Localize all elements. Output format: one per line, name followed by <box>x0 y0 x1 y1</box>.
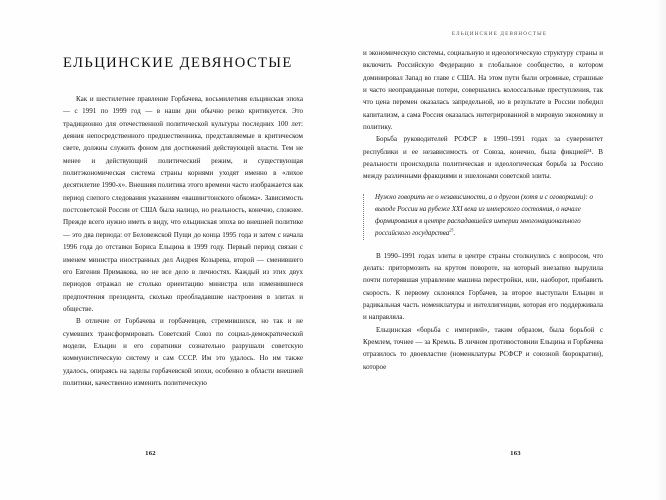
dotted-rule <box>363 194 364 240</box>
footnote-marker: 25 <box>449 228 454 234</box>
chapter-title: ЕЛЬЦИНСКИЕ ДЕВЯНОСТЫЕ <box>63 55 293 71</box>
pull-quote-text <box>375 192 603 241</box>
page-number: 163 <box>510 450 521 457</box>
pull-quote <box>363 192 603 241</box>
paragraph: Борьба руководителей РСФСР в 1990–1991 годах за суверенитет республики и ее независимость от Союза, конечно, была фикцией²⁴. В реальности происходила политическая и идеологическая борьба за Россию между различными фракциями и эшелонами советской элиты. <box>363 135 603 181</box>
paragraph: Ельцинская «борьба с империей», таким образом, была борьбой с Кремлем, точнее — за Кремль. В личном противостоянии Ельцина и Горбачева отразилось то двоевластие (номенклатуры РСФСР и союзной бюрократии), которое <box>363 325 603 371</box>
right-page <box>333 0 666 500</box>
paragraph: Как и шестилетнее правление Горбачева, восьмилетняя ельцинская эпоха — с 1991 по 1999 год — в наши дни обычно резко критикуется. Это традиционно для отечественной политической культуры последних 100 лет: деяния непосредственного предшественника, представляемые в критическом свете, должны служить фоном для достижений действующей власти. Тем не менее и действующий политический режим, и существующая политэкономическая система страны корнями уходят именно в «лихое десятилетие 1990-х». Внешняя политика этого времени часто изображается как период слепого следования указаниям «вашингтонского обкома». Зависимость постсоветской России от США была налицо, но реальность, конечно, сложнее. Прежде всего нужно иметь в виду, что ельцинская эпоха во внешней политике — это два периода: от Беловежской Пущи до конца 1995 года и затем с начала 1996 года до отставки Бориса Ельцина в 1999 году. Первый период связан с именем министра иностранных дел Андрея Козырева, второй — сменившего его Евгения Примакова, но не все дело в личностях. Каждый из этих двух периодов отражал не столько ориентацию министра или изменившиеся предпочтения президента, сколько преобладавшие настроения в элитах и обществе. <box>63 95 303 313</box>
page-number: 162 <box>145 450 156 457</box>
right-page-body <box>363 0 603 373</box>
pull-quote-trailing: . <box>453 230 456 238</box>
left-page-body <box>63 71 303 389</box>
paragraph: В отличие от Горбачева и горбачевцев, стремившихся, но так и не сумевших трансформировать Советский Союз по социал-демократической модели, Ельцин и его соратники сознательно разрушали советскую коммунистическую систему и сам СССР. Им это удалось. Но им также удалось, опираясь на заделы горбачевской эпохи, особенно в области внешней политики, качественно изменить политическую <box>63 317 303 387</box>
paragraph: В 1990–1991 годах элиты в центре страны столкнулись с вопросом, что делать: притормозить на крутом повороте, на который внезапно вырулила почти потерявшая управление машина перестройки, или, наоборот, прибавить скорость. К первому склонялся Горбачев, за второе выступали Ельцин и радикальная часть номенклатуры и интеллигенции, которая его поддерживала и направляла. <box>363 251 603 322</box>
pull-quote-body: Нужно говорить не о независимости, а о другом (хотя и с оговорками): о выходе России на рубеже XXI века из имперского состояния, о начале формирования в центре распадавшейся империи многонационального российского государства <box>375 193 593 238</box>
paragraph: и экономическую системы, социальную и идеологическую структуру страны и включить Российскую Федерацию в глобальное сообщество, в котором доминировал Запад во главе с США. На этом пути были огромные, страшные и часто неоправданные потери, совершались колоссальные преступления, так что цена перемен оказалась запредельной, но в результате в России победил капитализм, а сама Россия оказалась интегрированной в мировую экономику и политику. <box>363 49 603 132</box>
running-head: ЕЛЬЦИНСКИЕ ДЕВЯНОСТЫЕ <box>451 31 548 37</box>
